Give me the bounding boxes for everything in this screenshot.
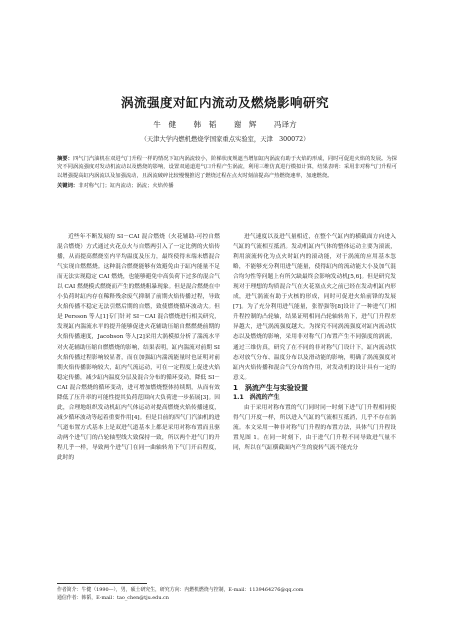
section-paragraph: 由于采用对称布置的气门同时同一时刻下进气门升程相同使得气门开度一样，所以进入气缸的气流相互抵消，几乎不存在涡流。本文采用一种非对称气门升程的布置方法，具体气门升程设置见图 1。在同一时刻下，由于进气门升程不同导致进气量不同，所以在气缸横截面内产生的旋转气流不能充分: [233, 404, 396, 451]
author-1: 牛 健: [153, 120, 177, 129]
abstract-block: [57, 155, 397, 190]
author-bio: 作者简介：牛健（1990—），男，硕士研究生，研究方向：内燃机燃烧与控制，E-mail：1139464276@qq.com: [57, 587, 304, 593]
author-4: 冯译方: [273, 120, 297, 129]
author-list: [0, 119, 450, 130]
paper-title: 涡流强度对缸内流动及燃烧影响研究: [120, 95, 329, 110]
keywords-text: 非对称气门；缸内流动；涡流；火焰传播: [78, 182, 174, 189]
abstract-label: 摘要：: [57, 156, 73, 162]
author-2: 韩 韬: [193, 120, 217, 129]
abstract-text: 四气门汽油机在双进气门升程一样的情况下缸内涡流较小，阶梯状度规遮当增加缸内涡流有助于火焰的形成，同时可促进火焰的发展。为探究不同涡流强度对发动机流动以及燃烧的影响，设置双通道进气口升程产生涡流，利用三维仿真进行模拟计算，结果表明：采用非对称气门升程可以增强提高缸内涡流以及加强流动，且涡流破碎比较慢慢推迟了燃烧过程在点火时刻前提高产热燃烧速率，加速燃烧。: [57, 156, 397, 179]
author-3: 谢 辉: [233, 120, 257, 129]
body-column-right: [233, 232, 396, 453]
body-paragraph: 进气速度以及进气量相近，在整个气缸内的横截面方向进入气缸的气流相互抵消。发动机缸内气体的整体运动主要为滚流，利用滚流转化为点火时缸内的滚动能，对于涡流的应用基本忽略，不能够充分利用进气能量，使得缸内的流动能大小及加气混合均匀性等问题上有所欠缺最终会影响发动机[5,6]。但是研究发现对于理想的均质混合气在火花塞点火之前已经在发动机缸内形成，进气涡流有助于火核的形成，同时可促进火焰前锋的发展[7]。为了充分利用进气能量，张智强等[8]设计了一种进气门相升程控制的凸轮轴，结果证明相同凸轮轴转角下，进气门升程差异越大，进气涡流强度越大。为探究不同涡流强度对缸内流动状态以及燃烧的影响，采用非对称气门布置产生不同强度的涡流，通过三维仿真，研究了在不同的非对称气门设计下，缸内流动状态对放气分布、温度分布以及滑动能的影响，明确了涡流强度对缸内火焰传播和混合气分布的作用，对发动机的设计具有一定的意义。: [233, 234, 396, 381]
footnote-divider: [57, 583, 147, 584]
affiliation: （天津大学内燃机燃烧学国家重点实验室，天津 300072）: [140, 136, 310, 143]
section-heading: 1 涡流产生与实验设置: [233, 383, 308, 392]
body-column-left: [57, 232, 220, 463]
body-paragraph: 近些年不断发展的 SI－CAI 混合燃烧（火花辅助-可控自燃混合燃烧）方式通过火花点火与自燃两引入了一定比例的火焰传播，从而提高燃烧室内平均温度及压力，最终使得末端未燃混合气实现自燃燃烧。这种混合燃烧能够有效避免由于缸内能量不足而无法实现稳定 CAI 燃烧，也能够避免中高负荷下过多的混合气以 CAI 燃烧模式燃烧而产生的燃烧粗暴现象。但是混合燃烧在中小负荷时缸内存在稀释残余废气抑制了前期火焰传播过程，导致火焰传播不稳定无法引燃后期的自燃，致使燃烧循环波动大。但是 Persson 等人[1]专门针对 SI－CAI 混合燃烧进行相关研究，发现缸内湍流水平的提升能够促进火花辅助压缩自燃燃烧前期的火焰传播速度，Jacobson 等人[2]采用大涡模拟分析了湍流水平对火花辅助压缩自燃燃烧的影响，结果表明，缸内湍流对前期 SI 火焰传播过程影响较显著，而在加强缸内湍流能量时也证明对前期火焰传播影响较大，缸内气流运动，可在一定程度上促进火焰稳定传播，减少缸内温度分层及混合分布的循环变动，降低 SI－CAI 混合燃烧的循环变动，进可增加燃烧整体持续期，从而有效降低了压升率的可能性提其负荷范围向大负荷进一步拓展[3]。因此，合理地组织发动机缸内气体运动对提高燃烧火焰传播速度，减少循环波动等起着重要作用[4]。但是目前的四气门汽油机的进气道布置方式基本上是双进气道基本上都是采用对称布置而且驱动两个进气门的凸轮轴型线大致保持一致，所以两个进气门的升程几乎一样，导致两个进气门在同一曲轴转角下气门开启程度，此时的: [57, 234, 220, 462]
footnote: [57, 587, 397, 602]
subsection-heading: 1.1 涡流的产生: [233, 393, 280, 401]
corresponding-author: 通信作者：韩韬，E-mail：tao_chen@tju.edu.cn: [57, 594, 169, 601]
keywords-label: 关键词：: [57, 182, 79, 189]
